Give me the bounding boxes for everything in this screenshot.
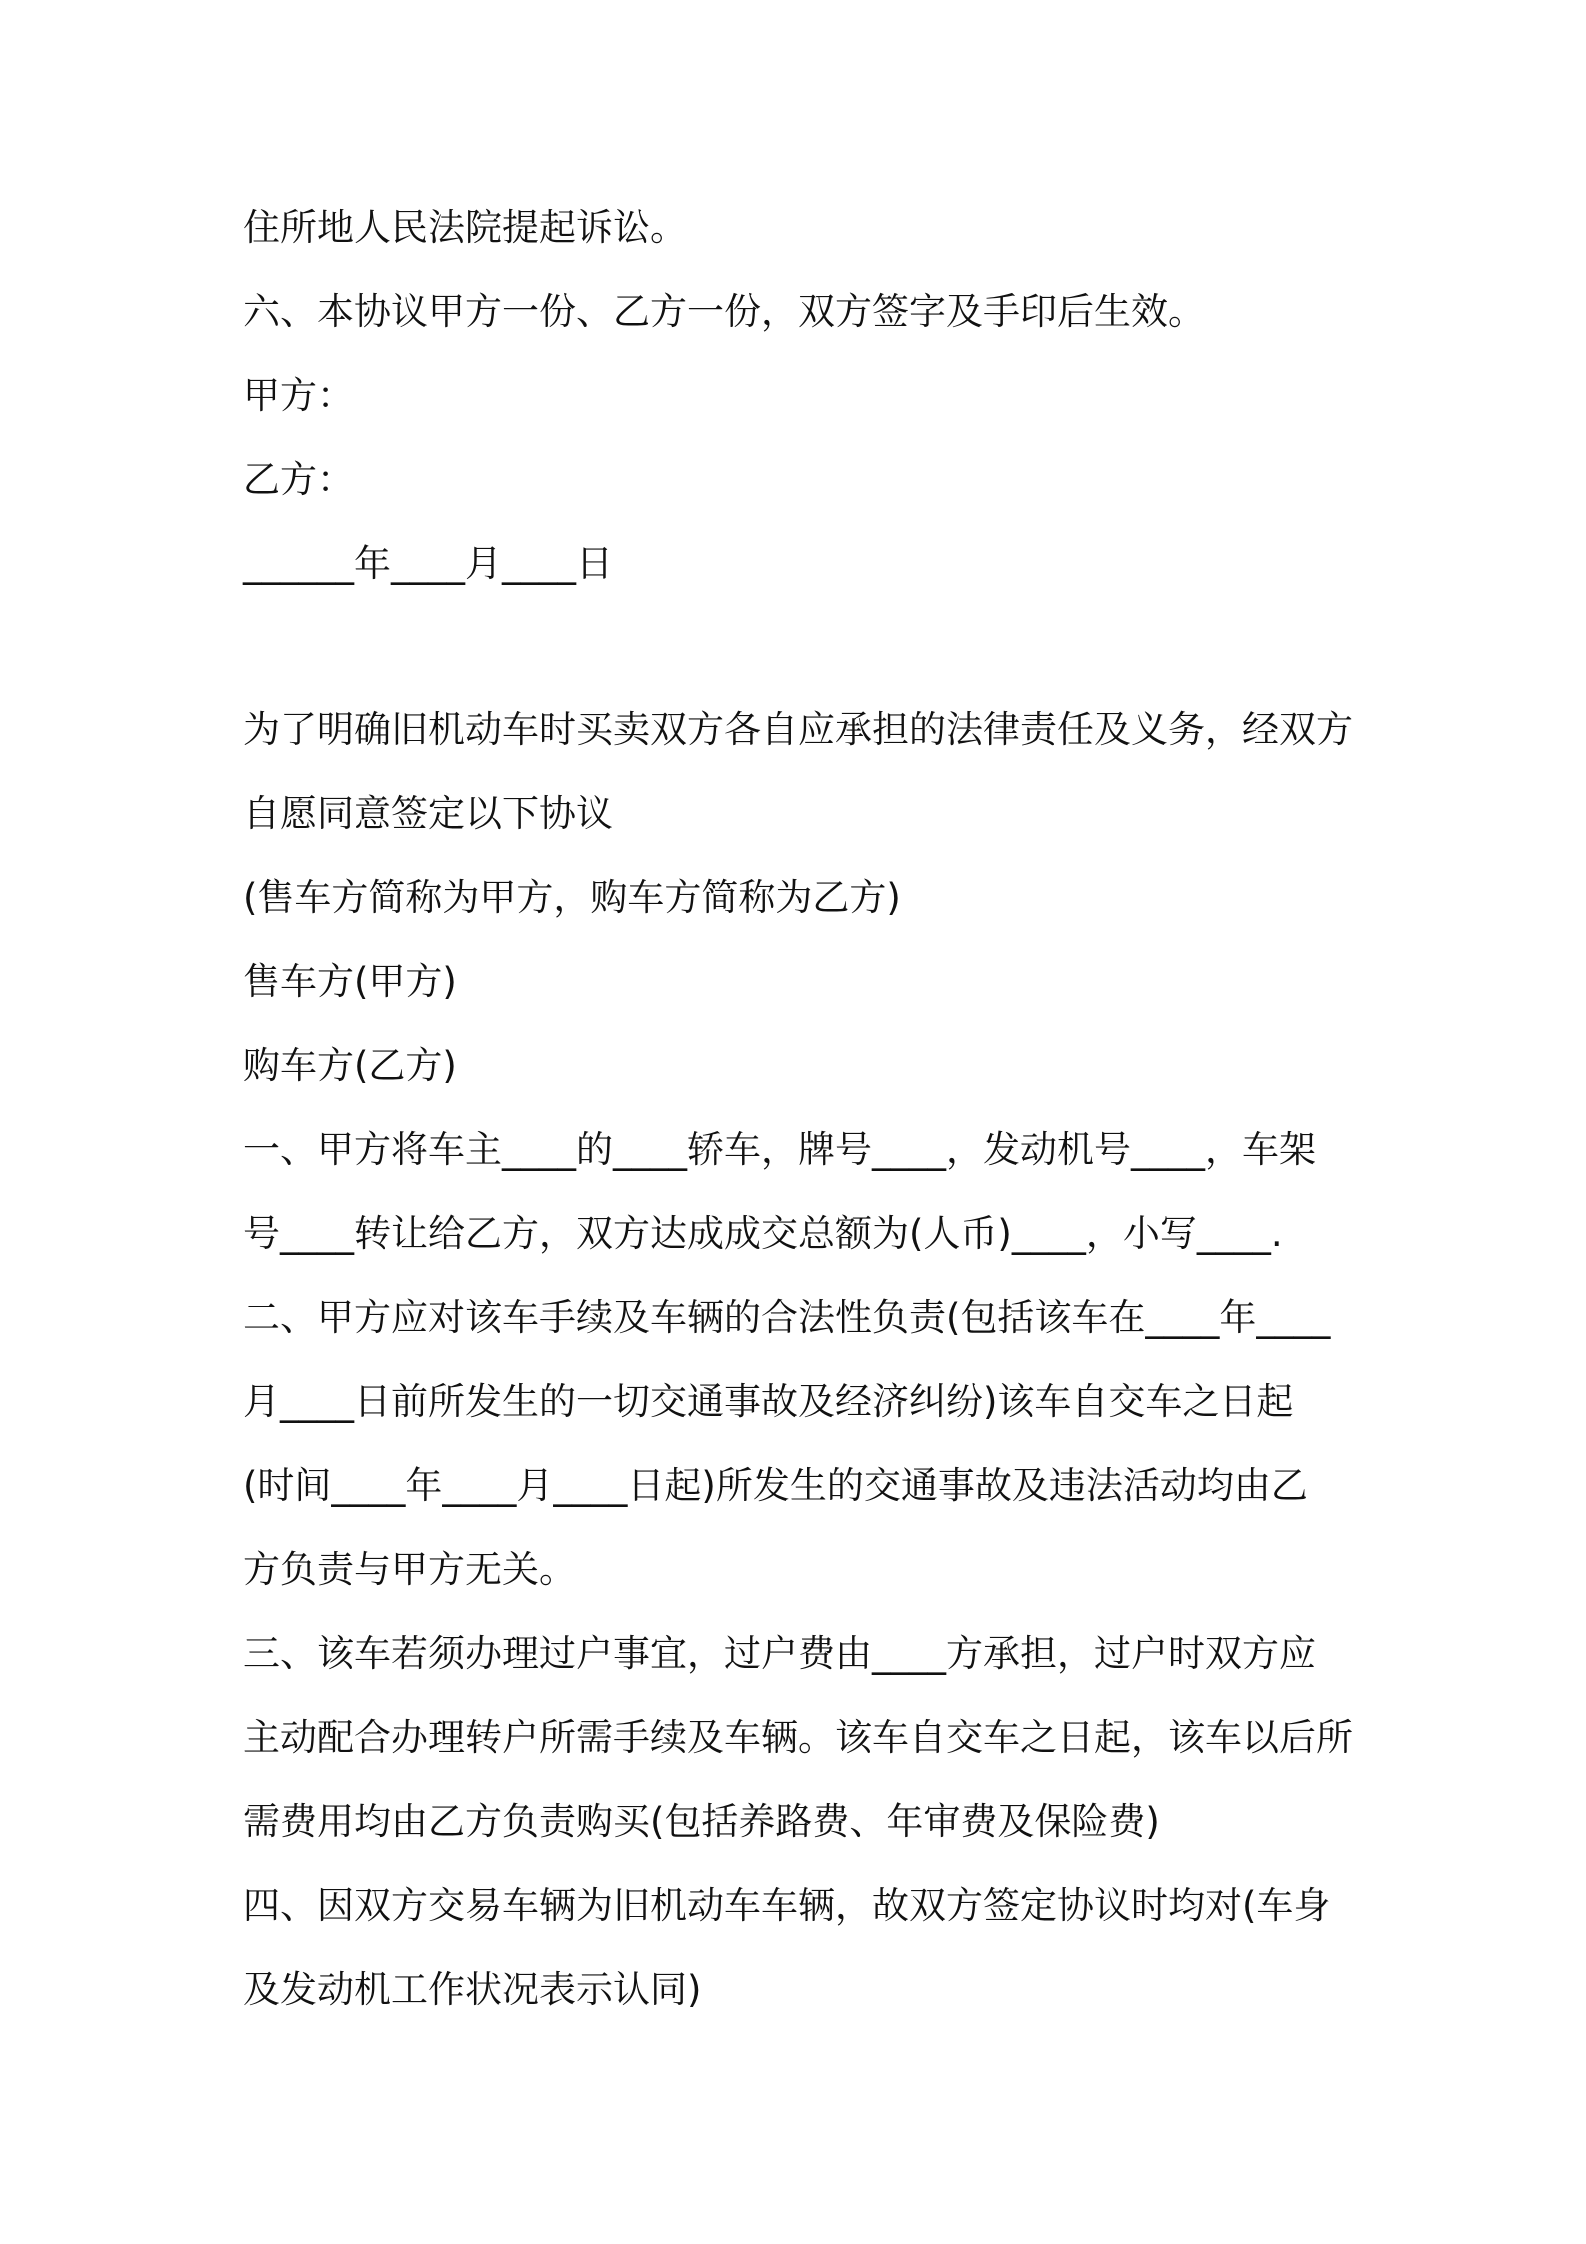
text-line-6: 为了明确旧机动车时买卖双方各自应承担的法律责任及义务，经双方	[243, 708, 1353, 751]
text-line-7: 自愿同意签定以下协议	[243, 792, 613, 835]
text-line-1: 住所地人民法院提起诉讼。	[243, 206, 687, 249]
clause-2-line-3: (时间____年____月____日起)所发生的交通事故及违法活动均由乙	[243, 1464, 1308, 1507]
clause-3-line-3: 需费用均由乙方负责购买(包括养路费、年审费及保险费)	[243, 1800, 1160, 1843]
clause-3-line-1: 三、该车若须办理过户事宜，过户费由____方承担，过户时双方应	[243, 1632, 1316, 1675]
clause-2-line-4: 方负责与甲方无关。	[243, 1548, 576, 1591]
clause-1-line-2: 号____转让给乙方，双方达成成交总额为(人币)____，小写____.	[243, 1212, 1283, 1255]
clause-4-line-1: 四、因双方交易车辆为旧机动车车辆，故双方签定协议时均对(车身	[243, 1884, 1331, 1927]
clause-4-line-2: 及发动机工作状况表示认同)	[243, 1968, 702, 2011]
clause-1-line-1: 一、甲方将车主____的____轿车，牌号____，发动机号____，车架	[243, 1128, 1316, 1171]
party-b-label: 乙方：	[243, 458, 354, 501]
clause-2-line-1: 二、甲方应对该车手续及车辆的合法性负责(包括该车在____年____	[243, 1296, 1331, 1339]
party-a-label: 甲方：	[243, 374, 354, 417]
date-line: ______年____月____日	[243, 542, 613, 585]
seller-label: 售车方(甲方)	[243, 960, 457, 1003]
clause-3-line-2: 主动配合办理转户所需手续及车辆。该车自交车之日起，该车以后所	[243, 1716, 1353, 1759]
clause-2-line-2: 月____日前所发生的一切交通事故及经济纠纷)该车自交车之日起	[243, 1380, 1294, 1423]
buyer-label: 购车方(乙方)	[243, 1044, 457, 1087]
text-line-8: (售车方简称为甲方，购车方简称为乙方)	[243, 876, 901, 919]
text-line-2: 六、本协议甲方一份、乙方一份，双方签字及手印后生效。	[243, 290, 1205, 333]
